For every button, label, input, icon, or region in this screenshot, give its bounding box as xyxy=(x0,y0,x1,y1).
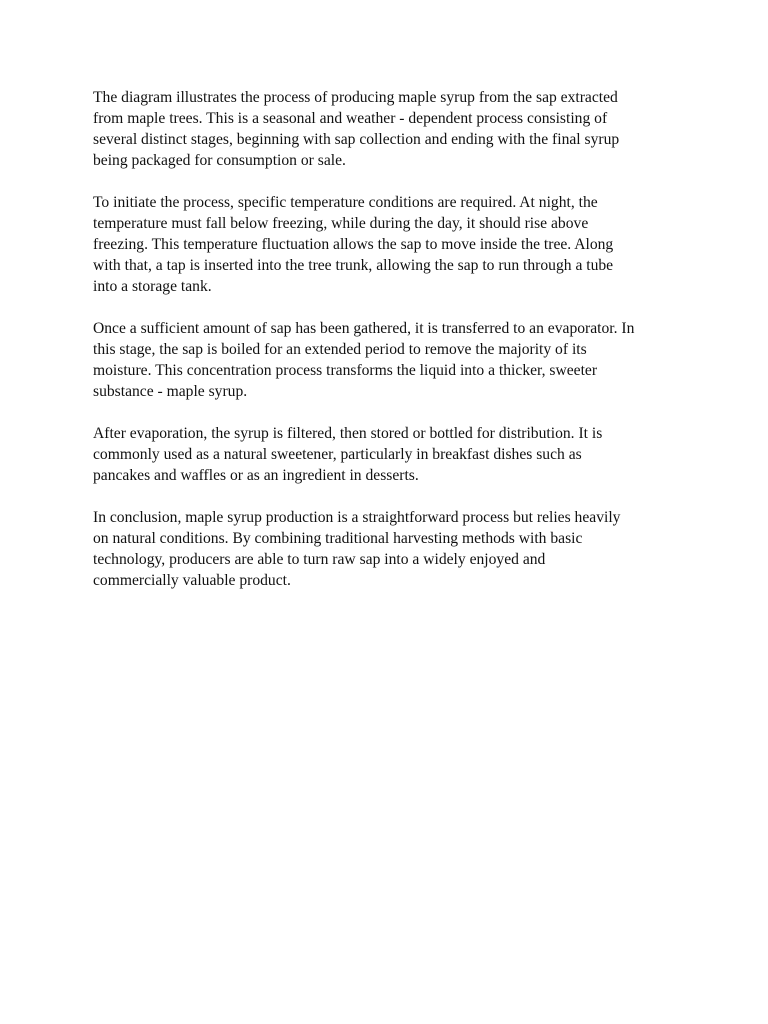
text-line: commercially valuable product. xyxy=(93,572,291,589)
text-line: moisture. This concentration process transforms the liquid into a thicker, sweeter xyxy=(93,362,598,379)
document-body xyxy=(93,87,683,612)
text-line: substance - maple syrup. xyxy=(93,383,248,400)
paragraph-introduction xyxy=(93,87,683,171)
paragraph-temperature-conditions xyxy=(93,192,683,297)
text-line: Once a sufficient amount of sap has been gathered, it is transferred to an evaporator. In xyxy=(93,320,635,337)
text-line: being packaged for consumption or sale. xyxy=(93,152,346,169)
text-line: on natural conditions. By combining traditional harvesting methods with basic xyxy=(93,530,583,547)
text-line: several distinct stages, beginning with sap collection and ending with the final syrup xyxy=(93,131,620,148)
text-line: this stage, the sap is boiled for an extended period to remove the majority of its xyxy=(93,341,587,358)
text-line: In conclusion, maple syrup production is a straightforward process but relies heavily xyxy=(93,509,621,526)
text-line: from maple trees. This is a seasonal and weather - dependent process consisting of xyxy=(93,110,608,127)
text-line: After evaporation, the syrup is filtered, then stored or bottled for distribution. It is xyxy=(93,425,603,442)
paragraph-filtering-and-use xyxy=(93,423,683,486)
text-line: pancakes and waffles or as an ingredient in desserts. xyxy=(93,467,419,484)
text-line: technology, producers are able to turn raw sap into a widely enjoyed and xyxy=(93,551,546,568)
paragraph-conclusion xyxy=(93,507,683,591)
text-line: The diagram illustrates the process of producing maple syrup from the sap extracted xyxy=(93,89,618,106)
text-line: commonly used as a natural sweetener, particularly in breakfast dishes such as xyxy=(93,446,582,463)
text-line: with that, a tap is inserted into the tree trunk, allowing the sap to run through a tube xyxy=(93,257,614,274)
text-line: To initiate the process, specific temperature conditions are required. At night, the xyxy=(93,194,598,211)
paragraph-evaporation xyxy=(93,318,683,402)
text-line: freezing. This temperature fluctuation allows the sap to move inside the tree. Along xyxy=(93,236,614,253)
text-line: temperature must fall below freezing, while during the day, it should rise above xyxy=(93,215,589,232)
text-line: into a storage tank. xyxy=(93,278,212,295)
